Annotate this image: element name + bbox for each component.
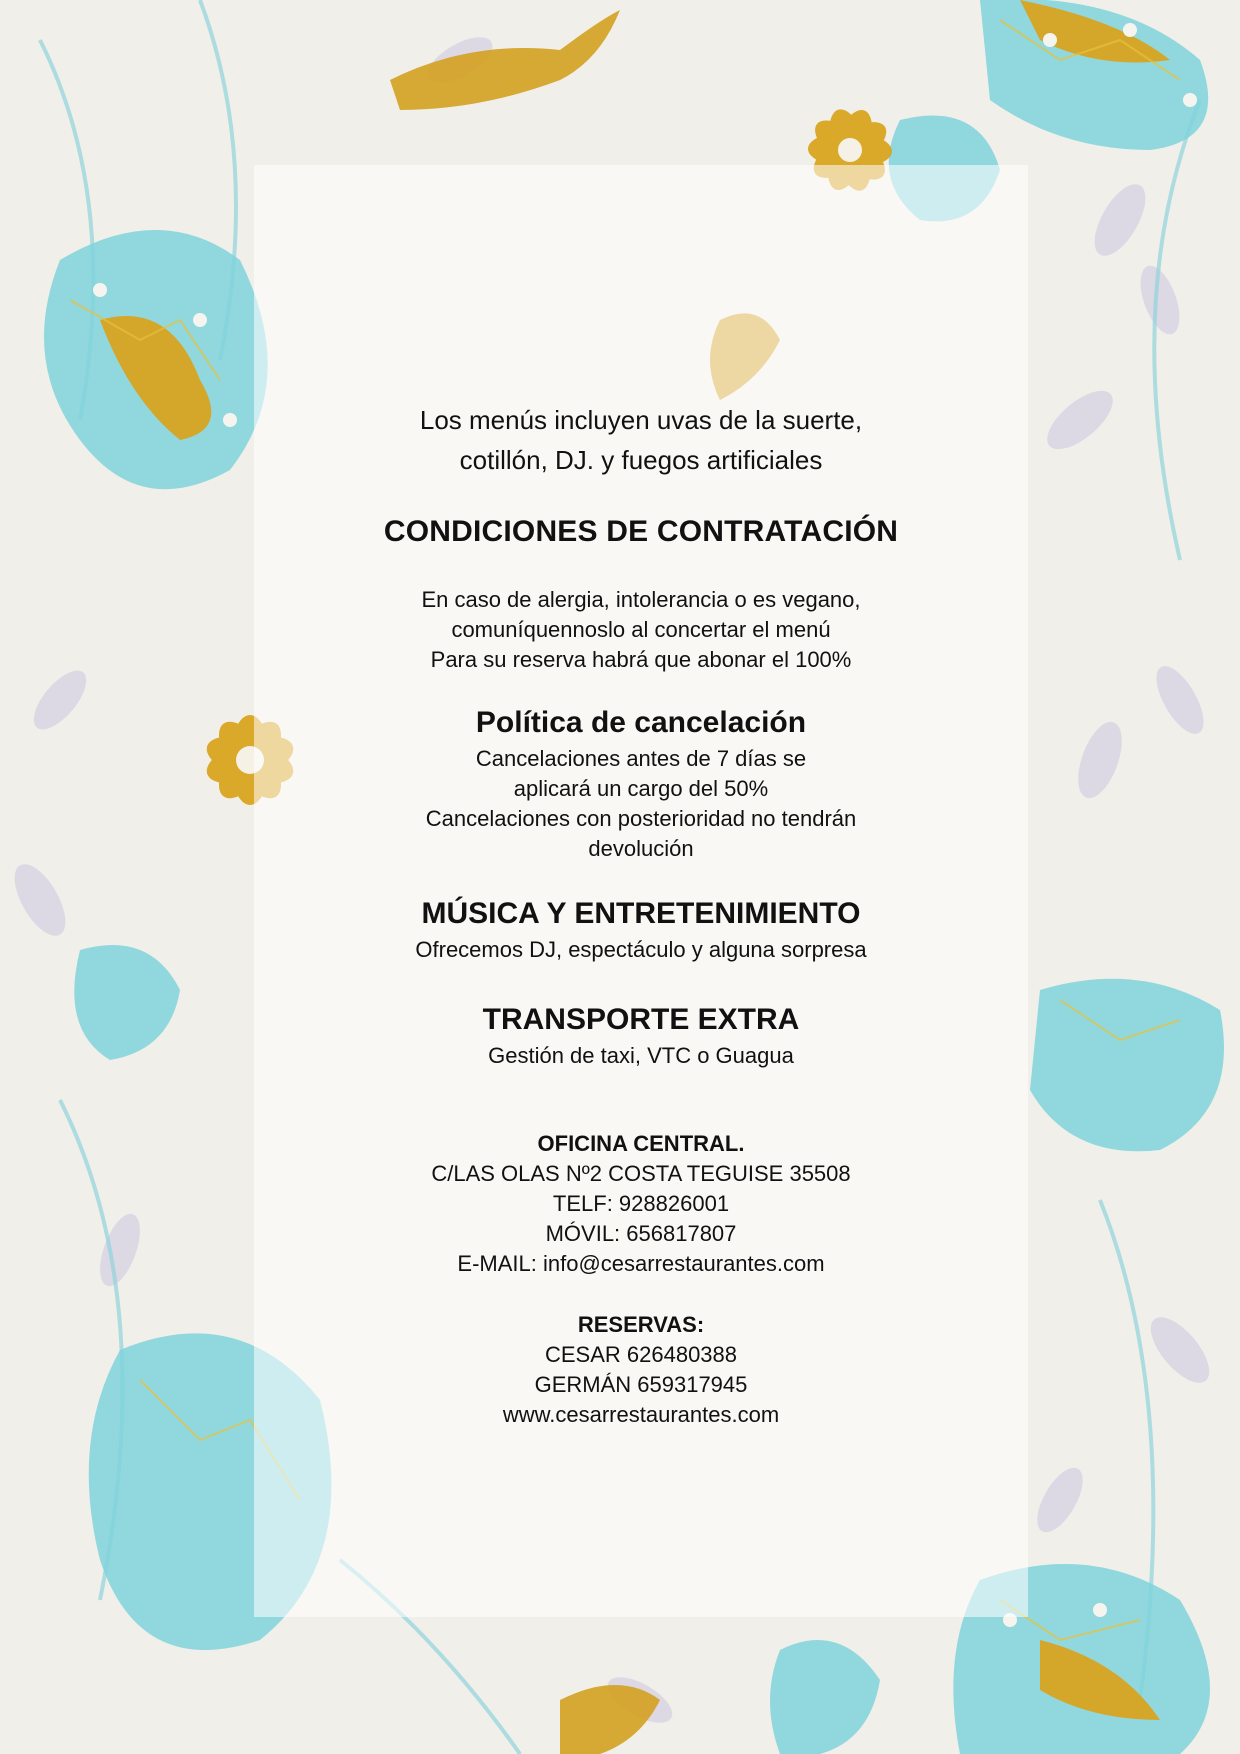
intro-text — [254, 400, 1028, 480]
reservations-german[interactable]: GERMÁN 659317945 — [534, 1372, 748, 1397]
cancellation-line-4: devolución — [588, 836, 694, 861]
transport-text: Gestión de taxi, VTC o Guagua — [488, 1043, 794, 1068]
menu-conditions-page — [254, 165, 1028, 1617]
office-address: C/LAS OLAS Nº2 COSTA TEGUISE 35508 — [431, 1161, 851, 1186]
conditions-line-2: comuníquennoslo al concertar el menú — [451, 617, 831, 642]
office-contact — [254, 1129, 1028, 1279]
conditions-line-1: En caso de alergia, intolerancia o es vegano, — [421, 587, 861, 612]
conditions-text — [254, 585, 1028, 675]
reservations-title: RESERVAS: — [577, 1312, 705, 1337]
office-email[interactable]: E-MAIL: info@cesarrestaurantes.com — [457, 1251, 825, 1276]
reservations-cesar[interactable]: CESAR 626480388 — [544, 1342, 738, 1367]
intro-line-1: Los menús incluyen uvas de la suerte, — [419, 405, 863, 435]
music-title: MÚSICA Y ENTRETENIMIENTO — [421, 897, 861, 930]
cancellation-text — [254, 744, 1028, 864]
conditions-line-3: Para su reserva habrá que abonar el 100% — [430, 647, 852, 672]
office-phone[interactable]: TELF: 928826001 — [552, 1191, 730, 1216]
reservations-contact — [254, 1310, 1028, 1430]
cancellation-title: Política de cancelación — [475, 706, 807, 739]
office-mobile[interactable]: MÓVIL: 656817807 — [545, 1221, 737, 1246]
conditions-title: CONDICIONES DE CONTRATACIÓN — [383, 515, 899, 548]
cancellation-line-3: Cancelaciones con posterioridad no tendrán — [425, 806, 857, 831]
music-text: Ofrecemos DJ, espectáculo y alguna sorpresa — [415, 937, 867, 962]
intro-line-2: cotillón, DJ. y fuegos artificiales — [459, 445, 823, 475]
transport-title: TRANSPORTE EXTRA — [482, 1003, 800, 1036]
cancellation-line-1: Cancelaciones antes de 7 días se — [475, 746, 807, 771]
website-link[interactable]: www.cesarrestaurantes.com — [502, 1402, 780, 1427]
cancellation-line-2: aplicará un cargo del 50% — [513, 776, 769, 801]
office-title: OFICINA CENTRAL. — [537, 1131, 745, 1156]
